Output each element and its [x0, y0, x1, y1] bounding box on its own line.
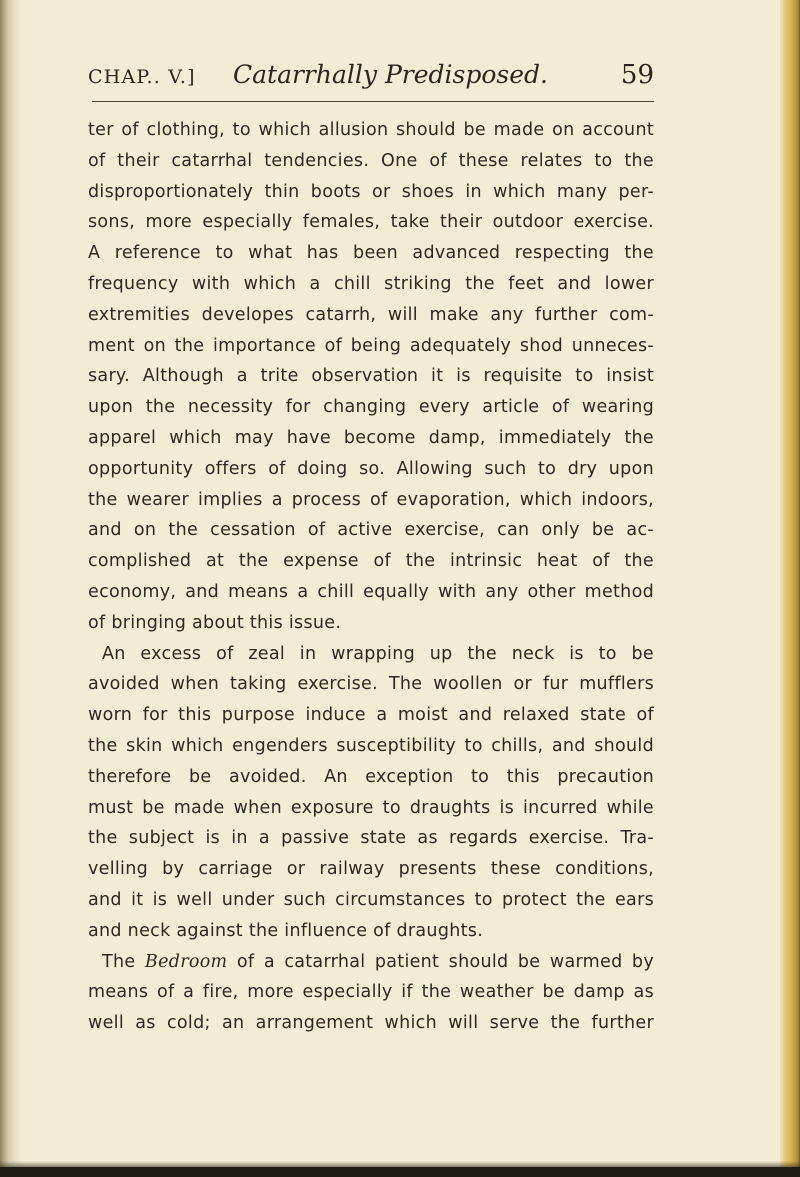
- text-line: means of a fire, more especially if the weather be damp as: [88, 982, 654, 1003]
- page-edge-gilt: [780, 0, 800, 1177]
- text-line: well as cold; an arrangement which will serve the further: [88, 1013, 654, 1034]
- bedroom-prefix: The: [102, 951, 145, 972]
- body-text: [88, 115, 654, 1039]
- text-line: and neck against the influence of draughts.: [88, 920, 484, 941]
- text-line: frequency with which a chill striking the feet and lower: [88, 273, 654, 294]
- text-line: apparel which may have become damp, immediately the: [88, 427, 654, 448]
- book-spine-shadow: [0, 0, 22, 1177]
- text-line: disproportionately thin boots or shoes in which many per-: [88, 181, 654, 202]
- text-line: the wearer implies a process of evaporation, which indoors,: [88, 489, 654, 510]
- running-header: [88, 58, 654, 98]
- bottom-edge: [0, 1167, 800, 1177]
- text-line: and it is well under such circumstances to protect the ears: [88, 889, 654, 910]
- paragraph-start-line: An excess of zeal in wrapping up the neck is to be: [102, 643, 654, 664]
- chapter-label: CHAP.. V.]: [88, 66, 196, 88]
- text-line: must be made when exposure to draughts is incurred while: [88, 797, 654, 818]
- running-title: Catarrhally Predisposed.: [233, 60, 548, 89]
- text-line: velling by carriage or railway presents these conditions,: [88, 859, 654, 880]
- bedroom-emphasis: Bedroom: [144, 951, 228, 972]
- text-line: worn for this purpose induce a moist and relaxed state of: [88, 705, 654, 726]
- text-line: opportunity offers of doing so. Allowing such to dry upon: [88, 458, 654, 479]
- text-line: ment on the importance of being adequately shod unneces-: [88, 335, 654, 356]
- paragraph-start-line: [88, 947, 654, 978]
- text-line: and on the cessation of active exercise, can only be ac-: [88, 520, 654, 541]
- text-line: upon the necessity for changing every article of wearing: [88, 397, 654, 418]
- text-line: A reference to what has been advanced respecting the: [88, 243, 654, 264]
- text-line: complished at the expense of the intrinsic heat of the: [88, 551, 654, 572]
- text-line: of bringing about this issue.: [88, 612, 342, 633]
- text-line: extremities developes catarrh, will make any further com-: [88, 304, 654, 325]
- bedroom-suffix: of a catarrhal patient should be warmed by: [227, 951, 654, 972]
- header-rule: [92, 101, 654, 102]
- text-line: economy, and means a chill equally with any other method: [88, 581, 654, 602]
- text-line: the subject is in a passive state as regards exercise. Tra-: [88, 828, 654, 849]
- text-line: sary. Although a trite observation it is requisite to insist: [88, 366, 654, 387]
- page-number: 59: [620, 60, 654, 90]
- text-line: the skin which engenders susceptibility to chills, and should: [88, 735, 654, 756]
- text-line: avoided when taking exercise. The woollen or fur mufflers: [88, 674, 654, 695]
- text-line: sons, more especially females, take their outdoor exercise.: [88, 212, 654, 233]
- text-line: ter of clothing, to which allusion should be made on account: [88, 120, 654, 140]
- text-line: of their catarrhal tendencies. One of these relates to the: [88, 150, 654, 171]
- text-line: therefore be avoided. An exception to this precaution: [88, 766, 654, 787]
